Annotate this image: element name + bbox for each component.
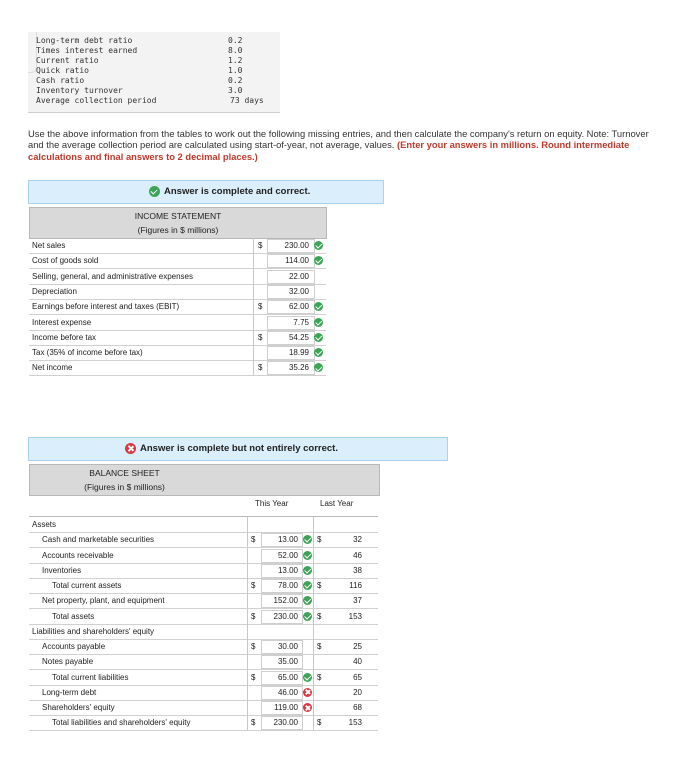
last-year-value: 38 — [353, 565, 362, 575]
this-year-value: 65.00 — [277, 672, 298, 682]
dollar-sign: $ — [251, 535, 256, 545]
balance-row-label: Total liabilities and shareholders' equity — [52, 718, 191, 728]
dollar-sign: $ — [251, 672, 256, 682]
column-divider — [253, 360, 254, 375]
ratio-label: Current ratio — [36, 56, 99, 65]
instructions-text: Use the above information from the tables to work out the following missing entries, and then calculate the company's return on equity. Note: Turnover and the average collection period are calculated using start-of-year, not average, values. — [28, 128, 649, 151]
column-divider — [313, 609, 314, 624]
column-divider — [247, 700, 248, 715]
this-year-value: 78.00 — [277, 581, 298, 590]
ratio-row — [28, 96, 280, 106]
this-year-value: 46.00 — [277, 687, 298, 697]
ratio-value: 8.0 — [228, 46, 243, 55]
ratio-value: 3.0 — [228, 86, 243, 95]
last-year-value: 25 — [353, 642, 362, 651]
column-divider — [313, 517, 314, 532]
dollar-sign: $ — [258, 332, 263, 342]
dollar-sign: $ — [251, 611, 256, 621]
column-divider — [247, 548, 248, 563]
this-year-value: 119.00 — [274, 703, 298, 712]
income-row-value: 7.75 — [293, 317, 309, 327]
balance-row — [29, 593, 378, 609]
ratio-label: Inventory turnover — [36, 86, 123, 95]
check-circle-icon — [303, 673, 312, 682]
balance-row — [29, 548, 378, 564]
balance-row-label: Shareholders' equity — [42, 703, 115, 712]
this-year-value: 30.00 — [277, 642, 298, 651]
this-year-value: 35.00 — [277, 657, 298, 667]
column-divider — [253, 284, 254, 299]
dollar-sign: $ — [251, 718, 256, 728]
income-title: INCOME STATEMENT — [134, 211, 222, 221]
column-divider — [313, 578, 314, 593]
ratio-row — [28, 46, 280, 56]
column-divider — [247, 609, 248, 624]
last-year-value: 20 — [353, 687, 362, 697]
income-row — [29, 345, 326, 361]
column-divider — [313, 593, 314, 608]
income-row — [29, 238, 326, 254]
column-divider — [247, 578, 248, 593]
column-divider — [313, 548, 314, 563]
last-year-value: 116 — [349, 581, 362, 590]
column-divider — [247, 624, 248, 639]
this-year-value: 13.00 — [277, 535, 298, 545]
column-divider — [253, 253, 254, 268]
income-row — [29, 330, 326, 346]
check-circle-icon — [303, 612, 312, 621]
income-answer-banner — [28, 180, 384, 204]
ratio-value: 73 days — [230, 96, 264, 105]
last-year-value: 153 — [348, 718, 362, 728]
check-circle-icon — [303, 566, 312, 575]
column-divider — [253, 330, 254, 345]
ratio-label: Long-term debt ratio — [36, 36, 133, 45]
check-circle-icon — [314, 348, 323, 357]
check-circle-icon — [303, 581, 312, 590]
balance-row — [29, 715, 378, 731]
check-circle-icon — [303, 596, 312, 605]
ratio-label: Quick ratio — [36, 66, 89, 75]
ratio-value: 0.2 — [228, 36, 243, 45]
column-divider — [247, 685, 248, 700]
income-subtitle: (Figures in $ millions) — [137, 225, 219, 235]
column-divider — [313, 624, 314, 639]
this-year-value: 13.00 — [277, 565, 298, 575]
column-divider — [313, 654, 314, 669]
column-divider — [313, 670, 314, 685]
income-row — [29, 315, 326, 331]
income-row-label: Income before tax — [32, 332, 97, 342]
ratio-row — [28, 36, 280, 46]
column-divider — [313, 563, 314, 578]
check-circle-icon — [314, 241, 323, 250]
balance-row-label: Assets — [32, 520, 57, 529]
last-year-value: 68 — [353, 703, 362, 712]
col-last-year: Last Year — [320, 499, 354, 508]
last-year-value: 65 — [353, 672, 362, 682]
income-row — [29, 284, 326, 300]
column-divider — [313, 715, 314, 730]
ratio-label: Cash ratio — [36, 76, 85, 85]
income-banner-text: Answer is complete and correct. — [164, 186, 311, 197]
balance-sheet — [29, 464, 380, 726]
balance-row-label: Net property, plant, and equipment — [42, 596, 165, 606]
last-year-value: 46 — [353, 550, 362, 560]
column-divider — [313, 685, 314, 700]
balance-title: BALANCE SHEET — [89, 468, 160, 478]
balance-row — [29, 670, 378, 686]
check-circle-icon — [303, 535, 312, 544]
income-header — [29, 207, 327, 239]
balance-row-label: Liabilities and shareholders' equity — [32, 626, 155, 636]
dollar-sign: $ — [251, 642, 256, 651]
dollar-sign: $ — [317, 611, 322, 621]
income-row-label: Tax (35% of income before tax) — [32, 348, 143, 358]
balance-row — [29, 700, 378, 716]
balance-row-label: Total assets — [52, 611, 95, 621]
income-row-value: 18.99 — [288, 348, 309, 358]
column-divider — [313, 639, 314, 654]
dollar-sign: $ — [317, 581, 322, 590]
last-year-value: 40 — [353, 657, 362, 667]
check-circle-icon — [149, 186, 160, 197]
income-row-label: Cost of goods sold — [32, 256, 99, 266]
ratios-table — [28, 32, 280, 113]
check-circle-icon — [314, 256, 323, 265]
col-this-year: This Year — [255, 499, 289, 508]
column-divider — [253, 238, 254, 253]
income-row-label: Earnings before interest and taxes (EBIT) — [32, 302, 180, 312]
income-row-value: 62.00 — [288, 302, 309, 312]
column-divider — [247, 654, 248, 669]
income-row-label: Net income — [32, 363, 73, 373]
check-circle-icon — [314, 333, 323, 342]
ratio-row — [28, 56, 280, 66]
last-year-value: 153 — [348, 611, 362, 621]
column-divider — [247, 532, 248, 547]
column-divider — [247, 670, 248, 685]
balance-row — [29, 578, 378, 594]
balance-row-label: Total current liabilities — [52, 672, 129, 682]
column-divider — [313, 700, 314, 715]
balance-row-label: Notes payable — [42, 657, 94, 667]
balance-row — [29, 685, 378, 701]
dollar-sign: $ — [251, 581, 256, 590]
balance-row-label: Accounts payable — [42, 642, 106, 651]
dollar-sign: $ — [258, 241, 263, 250]
income-row-label: Interest expense — [32, 317, 92, 327]
this-year-value: 230.00 — [273, 611, 298, 621]
check-circle-icon — [314, 363, 323, 372]
income-row — [29, 269, 326, 285]
income-row-value: 230.00 — [284, 241, 309, 250]
dollar-sign: $ — [258, 363, 263, 373]
column-divider — [247, 593, 248, 608]
balance-subtitle: (Figures in $ millions) — [84, 482, 165, 492]
income-row — [29, 299, 326, 315]
income-row — [29, 360, 326, 376]
this-year-value: 230.00 — [273, 718, 298, 728]
x-circle-icon — [303, 703, 312, 712]
ratio-label: Average collection period — [36, 96, 157, 105]
instructions — [28, 128, 664, 162]
dollar-sign: $ — [317, 535, 322, 545]
balance-column-headers — [29, 494, 378, 517]
balance-row-label: Long-term debt — [42, 687, 97, 697]
column-divider — [247, 715, 248, 730]
income-row-value: 114.00 — [285, 256, 309, 266]
balance-row-label: Inventories — [42, 565, 82, 575]
ratio-value: 1.2 — [228, 56, 243, 65]
balance-answer-banner — [28, 437, 448, 461]
balance-row-label: Total current assets — [52, 581, 122, 590]
column-divider — [253, 269, 254, 284]
income-row-value: 32.00 — [288, 286, 309, 296]
balance-row — [29, 517, 378, 533]
ratio-value: 0.2 — [228, 76, 243, 85]
column-divider — [253, 299, 254, 314]
income-row — [29, 253, 326, 269]
ratio-row — [28, 76, 280, 86]
dollar-sign: $ — [317, 718, 322, 728]
ratio-row — [28, 86, 280, 96]
this-year-value: 152.00 — [273, 596, 298, 606]
balance-banner-text: Answer is complete but not entirely correct. — [140, 443, 338, 454]
column-divider — [253, 345, 254, 360]
column-divider — [313, 532, 314, 547]
instructions-emphasis: (Enter your answers in millions. Round intermediate calculations and final answers to 2 decimal places.) — [28, 139, 630, 162]
balance-row — [29, 532, 378, 548]
income-statement — [29, 207, 327, 377]
balance-row — [29, 609, 378, 625]
column-divider — [247, 517, 248, 532]
dollar-sign: $ — [317, 642, 322, 651]
balance-row-label: Accounts receivable — [42, 550, 114, 560]
column-divider — [247, 563, 248, 578]
balance-header — [29, 464, 380, 496]
check-circle-icon — [314, 302, 323, 311]
x-circle-icon — [125, 443, 136, 454]
column-divider — [247, 639, 248, 654]
balance-row-label: Cash and marketable securities — [42, 535, 155, 545]
x-circle-icon — [303, 688, 312, 697]
ratio-value: 1.0 — [228, 66, 243, 75]
dollar-sign: $ — [258, 302, 263, 312]
balance-row — [29, 563, 378, 579]
income-row-value: 35.26 — [288, 363, 309, 373]
balance-row — [29, 624, 378, 640]
check-circle-icon — [303, 551, 312, 560]
balance-row — [29, 654, 378, 670]
income-row-label: Depreciation — [32, 286, 77, 296]
ratio-row — [28, 66, 280, 76]
income-row-value: 54.25 — [288, 332, 309, 342]
ratio-label: Times interest earned — [36, 46, 138, 55]
check-circle-icon — [314, 318, 323, 327]
column-divider — [253, 315, 254, 330]
balance-row — [29, 639, 378, 655]
income-row-label: Net sales — [32, 241, 66, 250]
this-year-value: 52.00 — [277, 550, 298, 560]
last-year-value: 32 — [353, 535, 362, 545]
dollar-sign: $ — [317, 672, 322, 682]
income-row-label: Selling, general, and administrative expenses — [32, 271, 193, 281]
last-year-value: 37 — [353, 596, 362, 606]
income-row-value: 22.00 — [288, 271, 309, 281]
